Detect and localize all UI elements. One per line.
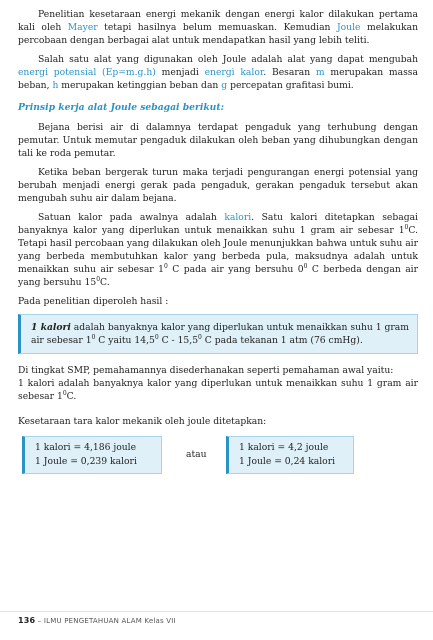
text: merupakan massa beban,	[18, 67, 418, 91]
tara-right-line2: 1 Joule = 0,24 kalori	[239, 456, 336, 467]
tara-left-line2: 1 Joule = 0,239 kalori	[35, 456, 137, 467]
degree-mark: 0	[154, 333, 159, 341]
text: C pada air yang bersuhu 0	[167, 264, 304, 275]
paragraph-alat	[18, 53, 418, 92]
text: Di tingkat SMP, pemahamannya disederhanakan seperti pemahaman awal yaitu:	[18, 365, 394, 376]
text: menjadi	[155, 67, 205, 78]
text: merupakan ketinggian beban dan	[58, 80, 222, 91]
degree-mark: 0	[62, 389, 67, 397]
term-1-kalori: 1 kalori	[31, 322, 71, 333]
tara-box-right	[226, 436, 354, 474]
tara-kalor-row	[18, 436, 418, 480]
term-m: m	[315, 67, 325, 78]
text: C.	[100, 277, 110, 288]
term-energi-kalor: energi kalor	[204, 67, 264, 78]
degree-mark: 0	[303, 262, 308, 270]
section-heading: Prinsip kerja alat Joule sebagai berikut:	[18, 102, 225, 113]
text: . Satu kalori ditetapkan sebagai banyaknya kalor yang diperlukan untuk menaikkan suhu 1 gram air sebesar 1	[18, 212, 418, 236]
degree-mark: 0	[164, 262, 168, 270]
paragraph-satuan-kalor	[18, 211, 418, 289]
text: Salah satu alat yang digunakan oleh Joule adalah alat yang dapat mengubah	[38, 54, 418, 65]
definition-text	[31, 321, 409, 347]
text: adalah banyaknya kalor yang diperlukan untuk menaikkan suhu 1 gram air sebesar 1	[31, 322, 409, 346]
term-kalori: kalori	[224, 212, 252, 223]
text: 1 kalori adalah banyaknya kalor yang diperlukan untuk menaikkan suhu 1 gram air sebesar 1	[18, 378, 418, 402]
term-h: h	[52, 80, 59, 91]
term-energi-potensial: energi potensial (Ep=m.g.h)	[18, 67, 156, 78]
paragraph-bejana: Bejana berisi air di dalamnya terdapat pengaduk yang terhubung dengan pemutar. Untuk memutar pengaduk dilakukan oleh beban yang dihubungkan dengan tali ke roda pemutar.	[18, 122, 418, 159]
text: percepatan grafitasi bumi.	[227, 80, 354, 91]
text: . Besaran	[263, 67, 316, 78]
text: C. Tetapi hasil percobaan yang dilakukan oleh Joule menunjukkan bahwa untuk suhu air yang berbeda membutuhkan kalor yang berbeda pula, maksudnya adalah untuk menaikkan suhu air sebesar 1	[18, 225, 418, 275]
footer-divider	[0, 611, 433, 612]
text: C - 15,5	[158, 335, 199, 346]
atau-label: atau	[186, 449, 207, 460]
text: Satuan kalor pada awalnya adalah	[38, 212, 225, 223]
tara-box-left	[22, 436, 162, 474]
term-joule: Joule	[336, 22, 361, 33]
degree-mark: 0	[96, 275, 101, 283]
text: C yaitu 14,5	[95, 335, 155, 346]
page-number: 136	[18, 616, 36, 625]
text: tetapi hasilnya belum memuaskan. Kemudian	[97, 22, 337, 33]
degree-mark: 0	[198, 333, 202, 341]
tara-left-line1: 1 kalori = 4,186 joule	[35, 442, 137, 453]
tara-right-line1: 1 kalori = 4,2 joule	[239, 442, 329, 453]
page-footer	[18, 616, 176, 625]
term-g: g	[221, 80, 228, 91]
text: Penelitian kesetaraan energi mekanik dengan energi kalor dilakukan pertama kali oleh	[18, 9, 418, 33]
text: C.	[66, 391, 77, 402]
paragraph-intro	[18, 8, 418, 47]
paragraph-beban: Ketika beban bergerak turun maka terjadi pengurangan energi potensial yang berubah menjadi energi gerak pada pengaduk, gerakan pengaduk tersebut akan mengubah suhu air dalam bejana.	[18, 167, 418, 204]
paragraph-hasil: Pada penelitian diperoleh hasil :	[18, 296, 169, 307]
text: C pada tekanan 1 atm (76 cmHg).	[201, 335, 363, 346]
text: melakukan percobaan dengan berbagai alat untuk mendapatkan hasil yang lebih teliti.	[18, 22, 418, 46]
term-mayer: Mayer	[67, 22, 98, 33]
page-content	[18, 8, 418, 480]
text: C berbeda dengan air yang bersuhu 15	[18, 264, 419, 288]
degree-mark: 0	[404, 223, 409, 231]
paragraph-smp	[18, 364, 418, 403]
book-title: – ILMU PENGETAHUAN ALAM Kelas VII	[35, 617, 176, 625]
degree-mark: 0	[91, 333, 96, 341]
definition-box	[18, 314, 418, 354]
paragraph-kesetaraan: Kesetaraan tara kalor mekanik oleh joule ditetapkan:	[18, 416, 267, 427]
